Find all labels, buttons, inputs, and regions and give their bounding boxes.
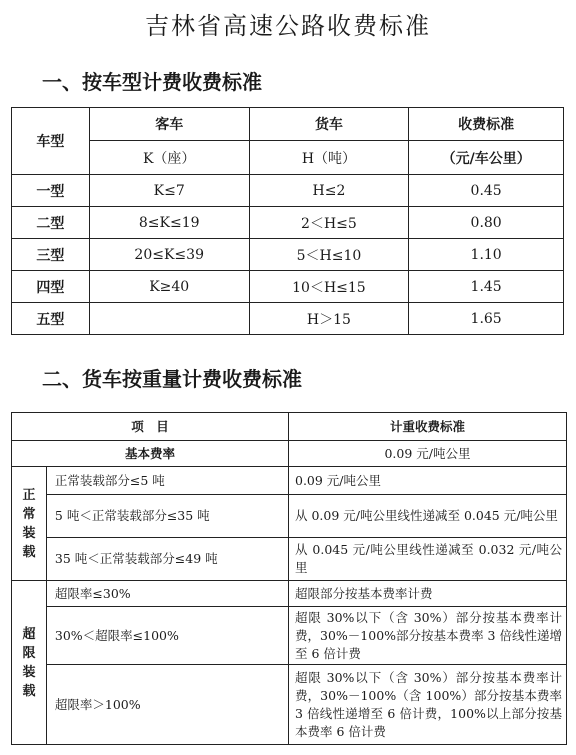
item-cell: 35 吨＜正常装载部分≤49 吨	[46, 538, 288, 581]
section-heading-weight-based: 二、货车按重量计费收费标准	[42, 367, 302, 391]
table-header-row	[12, 108, 564, 141]
header-rate-unit: （元/车公里）	[409, 141, 564, 175]
header-rate: 收费标准	[409, 108, 564, 141]
group-label-char: 装	[22, 525, 36, 541]
base-rate-label: 基本费率	[12, 441, 289, 467]
table-row	[12, 441, 567, 467]
section-heading-vehicle-type: 一、按车型计费收费标准	[42, 70, 262, 94]
group-label-overload	[12, 581, 47, 745]
standard-cell: 超限 30%以下（含 30%）部分按基本费率计费，30%－100%部分按基本费率 3 倍线性递增至 6 倍计费	[289, 607, 567, 665]
table-row	[12, 538, 567, 581]
rate-cell: 1.10	[409, 239, 564, 271]
header-vehicle-type: 车型	[12, 108, 90, 175]
rate-cell: 0.45	[409, 175, 564, 207]
rate-cell: 0.80	[409, 207, 564, 239]
group-label-char: 超	[22, 626, 36, 642]
table-row	[12, 271, 564, 303]
header-standard: 计重收费标准	[289, 413, 567, 441]
truck-tons-cell: 5＜H≤10	[249, 239, 409, 271]
header-truck-unit: H（吨）	[249, 141, 409, 175]
item-cell: 正常装载部分≤5 吨	[46, 467, 288, 495]
header-bus: 客车	[89, 108, 249, 141]
page-title: 吉林省高速公路收费标准	[145, 12, 431, 40]
standard-cell: 从 0.045 元/吨公里线性递减至 0.032 元/吨公里	[289, 538, 567, 581]
truck-tons-cell: H＞15	[249, 303, 409, 335]
base-rate-value: 0.09 元/吨公里	[289, 441, 567, 467]
group-label-char: 正	[22, 487, 36, 503]
table-row	[12, 607, 567, 665]
standard-cell: 0.09 元/吨公里	[289, 467, 567, 495]
truck-tons-cell: H≤2	[249, 175, 409, 207]
header-truck: 货车	[249, 108, 409, 141]
header-bus-unit: K（座）	[89, 141, 249, 175]
group-label-normal-load	[12, 467, 47, 581]
bus-seats-cell: K≥40	[89, 271, 249, 303]
standard-cell: 从 0.09 元/吨公里线性递减至 0.045 元/吨公里	[289, 495, 567, 538]
truck-tons-cell: 10＜H≤15	[249, 271, 409, 303]
table-row	[12, 175, 564, 207]
table-row	[12, 239, 564, 271]
item-cell: 5 吨＜正常装载部分≤35 吨	[46, 495, 288, 538]
bus-seats-cell: 8≤K≤19	[89, 207, 249, 239]
standard-cell: 超限部分按基本费率计费	[289, 581, 567, 607]
table-row	[12, 207, 564, 239]
group-label-char: 载	[22, 544, 36, 560]
vehicle-type-cell: 一型	[12, 175, 90, 207]
vehicle-type-rate-table	[11, 107, 564, 335]
group-label-char: 常	[22, 506, 36, 522]
vehicle-type-cell: 四型	[12, 271, 90, 303]
table-row	[12, 467, 567, 495]
item-cell: 超限率≤30%	[46, 581, 288, 607]
bus-seats-cell	[89, 303, 249, 335]
table-header-row	[12, 413, 567, 441]
vehicle-type-cell: 五型	[12, 303, 90, 335]
table-row	[12, 303, 564, 335]
item-cell: 30%＜超限率≤100%	[46, 607, 288, 665]
vehicle-type-cell: 三型	[12, 239, 90, 271]
vehicle-type-cell: 二型	[12, 207, 90, 239]
rate-cell: 1.65	[409, 303, 564, 335]
item-cell: 超限率＞100%	[46, 665, 288, 745]
group-label-char: 限	[22, 645, 36, 661]
bus-seats-cell: 20≤K≤39	[89, 239, 249, 271]
header-item: 项 目	[12, 413, 289, 441]
group-label-char: 载	[22, 683, 36, 699]
rate-cell: 1.45	[409, 271, 564, 303]
table-row	[12, 581, 567, 607]
standard-cell: 超限 30%以下（含 30%）部分按基本费率计费，30%－100%（含 100%）部分按基本费率 3 倍线性递增至 6 倍计费，100%以上部分按基本费率 6 倍计费	[289, 665, 567, 745]
group-label-char: 装	[22, 664, 36, 680]
weight-based-rate-table	[11, 412, 567, 745]
table-row	[12, 665, 567, 745]
truck-tons-cell: 2＜H≤5	[249, 207, 409, 239]
table-row	[12, 495, 567, 538]
table-header-row	[12, 141, 564, 175]
bus-seats-cell: K≤7	[89, 175, 249, 207]
